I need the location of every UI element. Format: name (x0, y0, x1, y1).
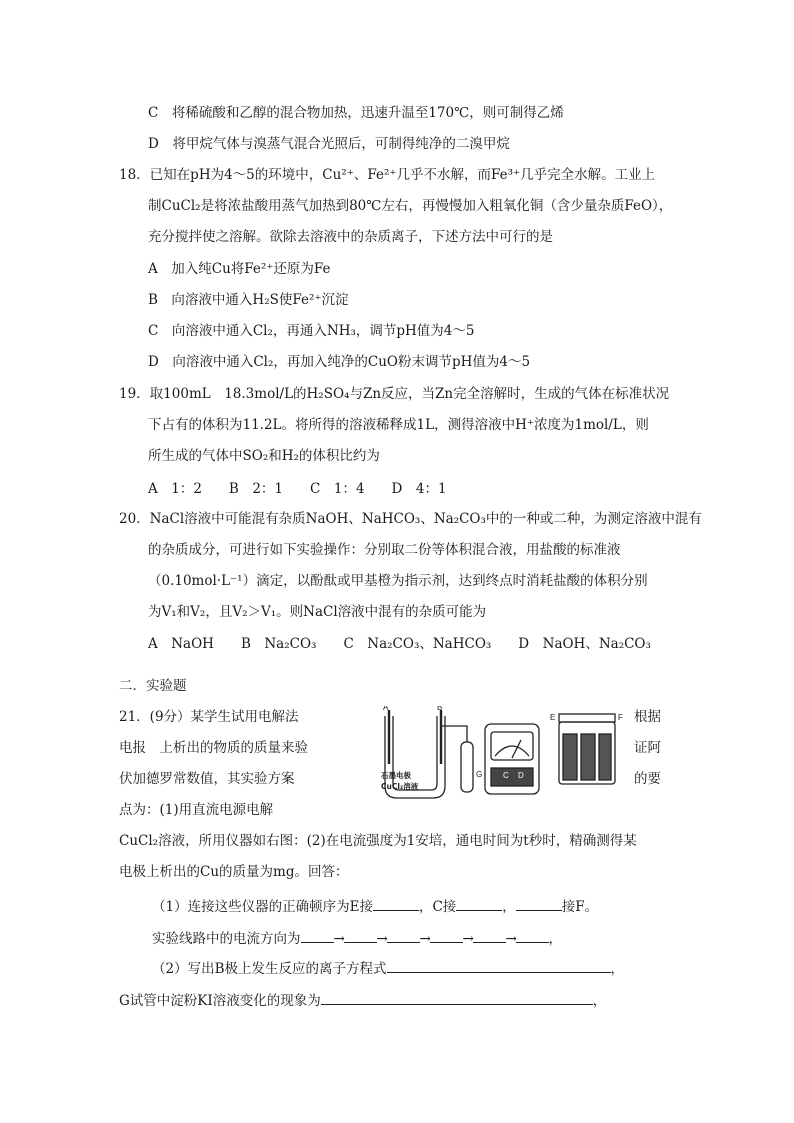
g-prefix: G试管中淀粉KI溶液变化的现象为 (119, 993, 321, 1009)
label-e: E (550, 713, 556, 722)
solution-label: CuCl₂溶液 (381, 782, 419, 791)
q19-stem-line3: 所生成的气体中SO₂和H₂的体积比约为 (148, 448, 380, 464)
answer-blank-1[interactable] (373, 896, 419, 911)
q21-line4: 点为：(1)用直流电源电解 (119, 802, 274, 818)
q21-sub1 (152, 896, 598, 916)
q21-line6: 电极上析出的Cu的质量为mg。回答： (119, 864, 349, 880)
comma: ， (548, 931, 562, 947)
q21-line1-right: 根据 (634, 709, 661, 725)
battery-apparatus (559, 714, 615, 784)
q18-stem-line1: 18．已知在pH为4～5的环境中，Cu²⁺、Fe²⁺几乎不水解，而Fe³⁺几乎完全水解。工业上 (119, 167, 656, 183)
meter-apparatus (485, 724, 539, 794)
current-direction-label: 实验线路中的电流方向为 (152, 931, 301, 947)
q18-option-a: A 加入纯Cu将Fe²⁺还原为Fe (148, 261, 331, 277)
direction-blank-4[interactable] (430, 928, 463, 943)
sub1-mid2: ， (502, 899, 516, 915)
q17-option-d: D 将甲烷气体与溴蒸气混合光照后，可制得纯净的二溴甲烷 (148, 136, 510, 152)
q21-line1-left: 21．(9分）某学生试用电解法 (119, 709, 299, 725)
q17-option-c: C 将稀硫酸和乙醇的混合物加热，迅速升温至170℃，则可制得乙烯 (148, 105, 564, 121)
q18-option-b: B 向溶液中通入H₂S使Fe²⁺沉淀 (148, 292, 349, 308)
q18-stem-line3: 充分搅拌使之溶解。欲除去溶液中的杂质离子，下述方法中可行的是 (148, 229, 553, 245)
q18-option-d: D 向溶液中通入Cl₂，再加入纯净的CuO粉末调节pH值为4～5 (148, 354, 531, 370)
direction-blank-3[interactable] (387, 928, 420, 943)
q20-stem-line1: 20．NaCl溶液中可能混有杂质NaOH、NaHCO₃、Na₂CO₃中的一种或二种，为测定溶液中混有 (119, 511, 702, 527)
label-a: A (383, 706, 389, 712)
sub1-suffix: 接F。 (561, 899, 599, 915)
q18-option-c: C 向溶液中通入Cl₂，再通入NH₃，调节pH值为4～5 (148, 323, 475, 339)
q21-line3-right: 的要 (634, 771, 661, 787)
direction-blank-5[interactable] (473, 928, 506, 943)
q19-options: A 1：2 B 2：1 C 1：4 D 4：1 (148, 481, 447, 497)
phenomenon-blank[interactable] (321, 990, 593, 1005)
direction-blank-2[interactable] (344, 928, 377, 943)
comma: ， (610, 961, 625, 977)
direction-blank-6[interactable] (516, 928, 549, 943)
section-title: 二．实验题 (119, 678, 187, 694)
answer-blank-2[interactable] (456, 896, 502, 911)
sub1-mid1: ，C接 (418, 899, 457, 915)
label-c: C (503, 771, 509, 780)
label-b: B (437, 706, 443, 712)
q21-sub2 (152, 958, 624, 978)
q19-stem-line2: 下占有的体积为11.2L。将所得的溶液稀释成1L，测得溶液中H⁺浓度为1mol/L，则 (148, 417, 649, 433)
sub2-prefix: （2）写出B极上发生反应的离子方程式 (152, 961, 387, 977)
arrow-3: → (419, 931, 431, 947)
q19-stem-line1: 19．取100mL 18.3mol/L的H₂SO₄与Zn反应，当Zn完全溶解时，生成的气体在标准状况 (119, 386, 670, 402)
q21-g-tube-line (119, 990, 606, 1010)
q21-line5: CuCl₂溶液，所用仪器如右图：(2)在电流强度为1安培，通电时间为t秒时，精确测得某 (119, 833, 637, 849)
q20-stem-line3: （0.10mol·L⁻¹）滴定，以酚酞或甲基橙为指示剂，达到终点时消耗盐酸的体积分别 (148, 573, 648, 589)
arrow-2: → (376, 931, 388, 947)
sub1-prefix: （1）连接这些仪器的正确顿序为E接 (152, 899, 373, 915)
comma: ， (592, 993, 607, 1009)
current-direction-line (152, 928, 562, 948)
answer-blank-3[interactable] (516, 896, 562, 911)
q18-stem-line2: 制CuCl₂是将浓盐酸用蒸气加热到80℃左右，再慢慢加入粗氧化铜（含少量杂质FeO）， (148, 198, 673, 214)
equation-blank[interactable] (387, 958, 611, 973)
q20-stem-line2: 的杂质成分，可进行如下实验操作：分别取二份等体积混合液，用盐酸的标准液 (148, 542, 621, 558)
label-f: F (618, 713, 623, 722)
label-d: D (518, 771, 524, 780)
q20-options: A NaOH B Na₂CO₃ C Na₂CO₃、NaHCO₃ D NaOH、Na₂CO₃ (148, 636, 651, 652)
arrow-5: → (505, 931, 517, 947)
arrow-4: → (462, 931, 474, 947)
q21-line2-left: 电报 上析出的物质的质量来验 (119, 740, 308, 756)
q21-line2-right: 证阿 (634, 740, 661, 756)
apparatus-figure (375, 706, 625, 804)
q21-line3-left: 伏加德罗常数值，其实验方案 (119, 771, 295, 787)
direction-blank-1[interactable] (301, 928, 334, 943)
label-g: G (476, 770, 483, 779)
electrode-label: 石墨电极 (381, 771, 411, 780)
arrow-1: → (333, 931, 345, 947)
q20-stem-line4: 为V₁和V₂，且V₂＞V₁。则NaCl溶液中混有的杂质可能为 (148, 604, 487, 620)
